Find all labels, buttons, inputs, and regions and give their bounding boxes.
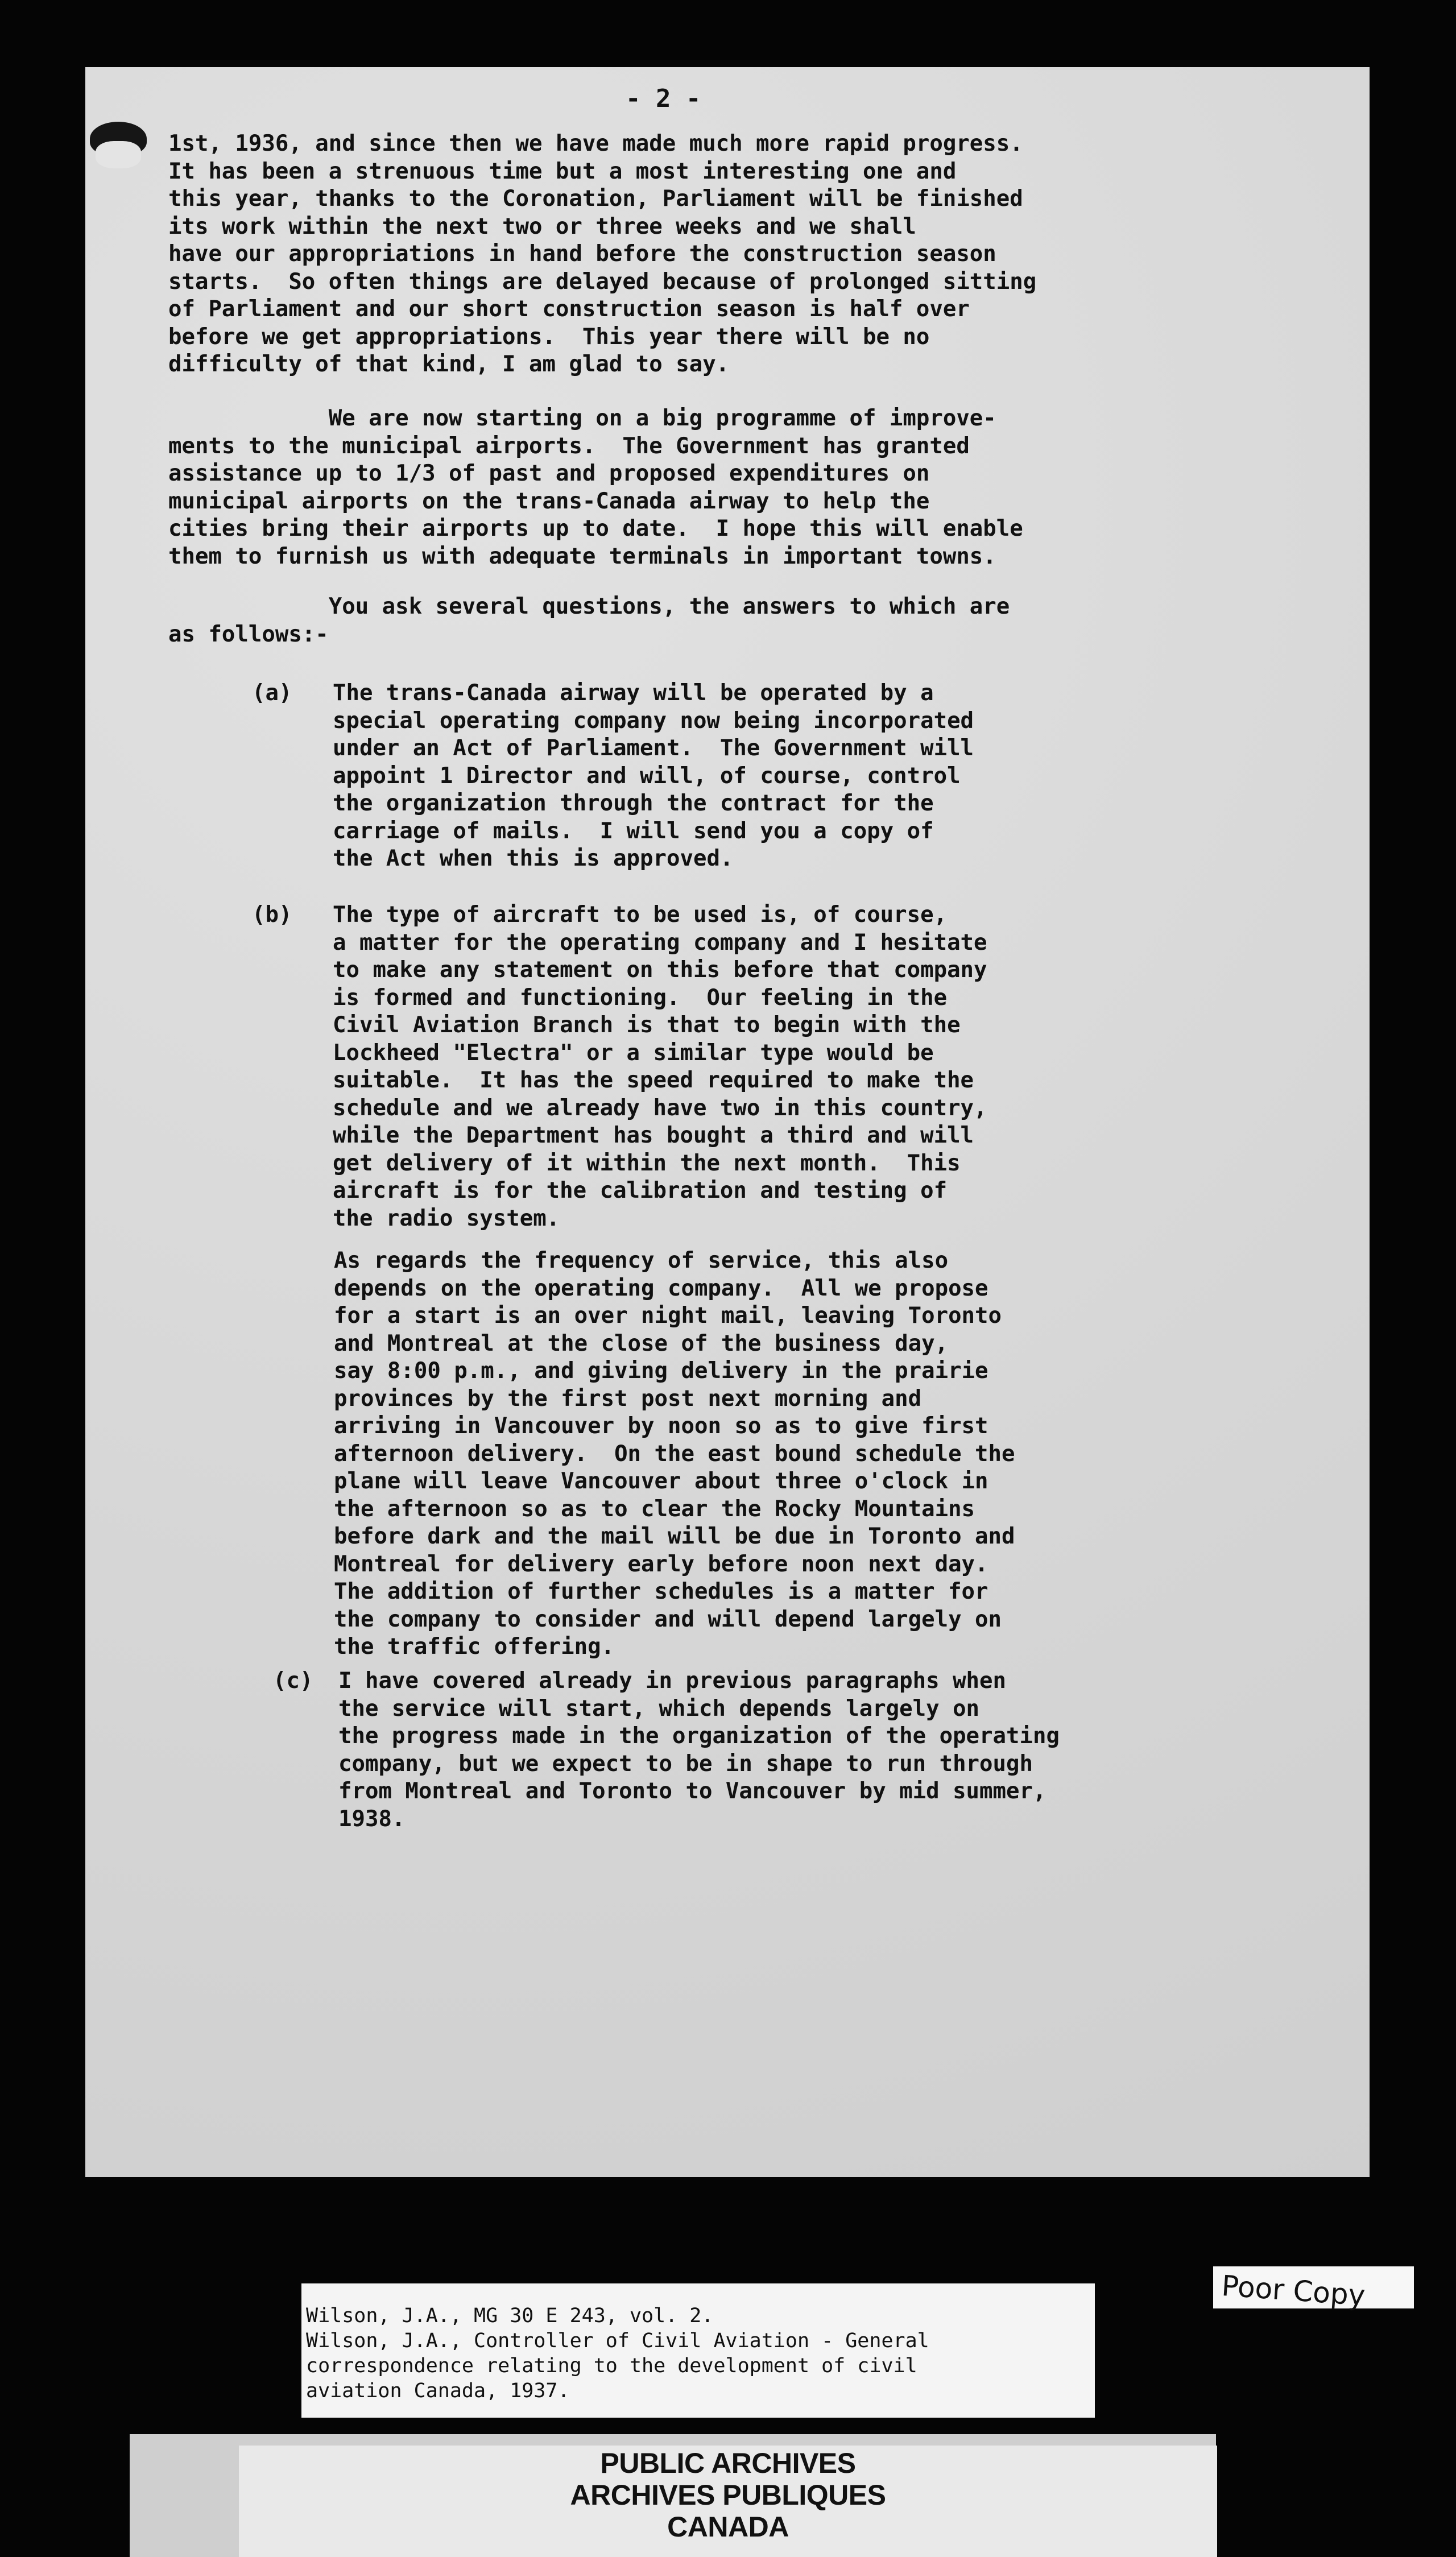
archive-stamp bbox=[444, 2447, 1012, 2543]
item-b-continuation: As regards the frequency of service, this also depends on the operating company. All we propose for a start is an over night mail, leaving Toronto and Montreal at the close of the business day, say 8:00 p.m., and giving delivery in the prairie provinces by the first post next morning and arriving in Vancouver by noon so as to give first afternoon delivery. On the east bound schedule the plane will leave Vancouver about three o'clock in the afternoon so as to clear the Rocky Mountains before dark and the mail will be due in Toronto and Montreal for delivery early before noon next day. The addition of further schedules is a matter for the company to consider and will depend largely on the traffic offering. bbox=[334, 1248, 1015, 1660]
archive-stamp-line-2: ARCHIVES PUBLIQUES bbox=[570, 2479, 886, 2511]
poor-copy-note: Poor Copy bbox=[1220, 2269, 1367, 2312]
archive-reference-text: Wilson, J.A., MG 30 E 243, vol. 2. Wilson, J.A., Controller of Civil Aviation - General correspondence relating to the development of civil aviation Canada, 1937. bbox=[306, 2304, 929, 2402]
item-b-text: The type of aircraft to be used is, of course, a matter for the operating company and I hesitate to make any statement on this before that company is formed and functioning. Our feeling in the Civil Aviation Branch is that to begin with the Lockheed "Electra" or a similar type would be suitable. It has the speed required to make the schedule and we already have two in this country, while the Department has bought a third and will get delivery of it within the next month. This aircraft is for the calibration and testing of the radio system. bbox=[333, 902, 987, 1231]
archive-stamp-line-3: CANADA bbox=[667, 2511, 789, 2543]
item-b-marker: (b) bbox=[252, 902, 292, 928]
punch-hole-mark bbox=[90, 122, 147, 156]
item-a-marker: (a) bbox=[252, 680, 292, 706]
paragraph-2: We are now starting on a big programme of improve- ments to the municipal airports. The Government has granted assistance up to 1/3 of past and proposed expenditures on municipal airports on the trans-Canada airway to help the cities bring their airports up to date. I hope this will enable them to furnish us with adequate terminals in important towns. bbox=[168, 406, 1023, 569]
archive-stamp-line-1: PUBLIC ARCHIVES bbox=[600, 2447, 856, 2479]
item-a-text: The trans-Canada airway will be operated by a special operating company now being incorporated under an Act of Parliament. The Government will appoint 1 Director and will, of course, control the organization through the contract for the carriage of mails. I will send you a copy of the Act when this is approved. bbox=[333, 680, 974, 871]
item-c-marker: (c) bbox=[273, 1668, 313, 1694]
paragraph-1: 1st, 1936, and since then we have made much more rapid progress. It has been a strenuous time but a most interesting one and this year, thanks to the Coronation, Parliament will be finished its work within the next two or three weeks and we shall have our appropriations in hand before the construction season starts. So often things are delayed because of prolonged sitting of Parliament and our short construction season is half over before we get appropriations. This year there will be no difficulty of that kind, I am glad to say. bbox=[168, 131, 1037, 377]
page-number: - 2 - bbox=[626, 84, 701, 113]
paragraph-3: You ask several questions, the answers to which are as follows:- bbox=[168, 594, 1010, 647]
item-c-text: I have covered already in previous paragraphs when the service will start, which depends largely on the progress made in the organization of the operating company, but we expect to be in shape to run through from Montreal and Toronto to Vancouver by mid summer, 1938. bbox=[338, 1668, 1060, 1832]
